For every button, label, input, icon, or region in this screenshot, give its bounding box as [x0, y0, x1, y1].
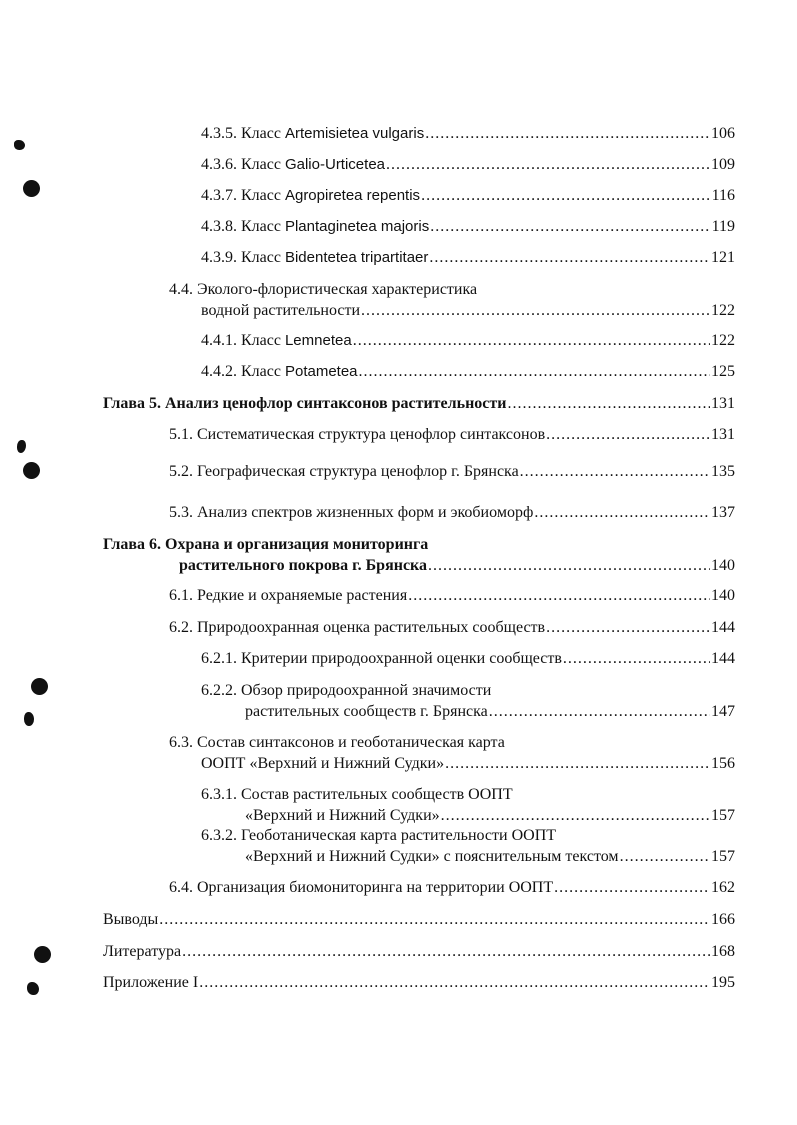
leader-dots	[546, 618, 710, 637]
leader-dots	[489, 702, 710, 721]
entry-number: 4.3.9.	[201, 249, 237, 266]
entry-title-line1: 6.3.1. Состав растительных сообществ ООПТ	[201, 786, 513, 803]
page-number: 195	[711, 974, 735, 991]
toc-entry-4-3-6[interactable]	[201, 155, 735, 174]
leader-dots	[563, 649, 710, 668]
leader-dots	[408, 586, 710, 605]
binder-hole	[23, 462, 40, 479]
toc-entry-6-3-2[interactable]	[201, 826, 735, 866]
page-number: 116	[711, 187, 735, 204]
page-number: 140	[711, 587, 735, 604]
leader-dots	[546, 425, 710, 444]
entry-word: Класс	[241, 187, 281, 204]
entry-title-line2: ООПТ «Верхний и Нижний Судки»	[201, 755, 445, 772]
page-number: 168	[711, 943, 735, 960]
leader-dots	[359, 362, 710, 381]
leader-dots	[445, 754, 710, 773]
toc-entry-6-1[interactable]	[169, 586, 735, 605]
entry-title: Приложение I	[103, 974, 199, 991]
leader-dots	[520, 462, 710, 481]
chapter-title: Глава 5. Анализ ценофлор синтаксонов растительности	[103, 395, 507, 412]
page-number: 122	[711, 302, 735, 319]
entry-title: Выводы	[103, 911, 159, 928]
leader-dots	[159, 910, 710, 929]
entry-title: 6.4. Организация биомониторинга на территории ООПТ	[169, 879, 554, 896]
toc-entry-4-3-8[interactable]	[201, 217, 735, 236]
entry-title-line1: 6.2.2. Обзор природоохранной значимости	[201, 682, 492, 699]
entry-word: Класс	[241, 218, 281, 235]
leader-dots	[620, 847, 710, 866]
leader-dots	[554, 878, 710, 897]
entry-number: 4.3.5.	[201, 125, 237, 142]
page-number: 157	[711, 848, 735, 865]
leader-dots	[353, 331, 710, 350]
toc-entry-6-2-1[interactable]	[201, 649, 735, 668]
binder-hole	[34, 946, 51, 963]
entry-title: 5.2. Географическая структура ценофлор г. Брянска	[169, 463, 519, 480]
entry-title: Литература	[103, 943, 182, 960]
entry-number: 4.4.2.	[201, 363, 237, 380]
toc-entry-4-4[interactable]	[169, 280, 735, 320]
leader-dots	[534, 503, 710, 522]
page-number: 166	[711, 911, 735, 928]
toc-entry-5-3[interactable]	[169, 503, 735, 522]
entry-title: 6.2.1. Критерии природоохранной оценки сообществ	[201, 650, 562, 667]
entry-title: 6.2. Природоохранная оценка растительных сообществ	[169, 619, 546, 636]
leader-dots	[361, 301, 710, 320]
leader-dots	[441, 806, 710, 825]
toc-entry-4-3-9[interactable]	[201, 248, 735, 267]
toc-chapter-6[interactable]	[103, 535, 735, 575]
page-number: 106	[711, 125, 735, 142]
entry-number: 4.3.7.	[201, 187, 237, 204]
entry-title: 6.1. Редкие и охраняемые растения	[169, 587, 408, 604]
page-number: 121	[711, 249, 735, 266]
entry-title-line2: «Верхний и Нижний Судки» с пояснительным текстом	[245, 848, 619, 865]
entry-word: Класс	[241, 363, 281, 380]
leader-dots	[430, 217, 710, 236]
entry-title: 5.1. Систематическая структура ценофлор синтаксонов	[169, 426, 546, 443]
entry-title: 5.3. Анализ спектров жизненных форм и экобиоморф	[169, 504, 534, 521]
entry-title: Galio-Urticetea	[284, 156, 386, 173]
page-number: 144	[711, 650, 735, 667]
entry-title: Potametea	[284, 363, 358, 380]
ink-blot	[24, 712, 34, 726]
entry-title-line1: 4.4. Эколого-флористическая характеристика	[169, 281, 478, 298]
page-number: 137	[711, 504, 735, 521]
entry-word: Класс	[241, 156, 281, 173]
ink-blot	[14, 140, 25, 150]
toc-chapter-5[interactable]	[103, 394, 735, 413]
entry-title-line1: 6.3. Состав синтаксонов и геоботаническая карта	[169, 734, 505, 751]
toc-entry-5-2[interactable]	[169, 462, 735, 481]
entry-title: Agropiretea repentis	[284, 187, 421, 204]
chapter-title-line2: растительного покрова г. Брянска	[179, 557, 428, 574]
entry-title: Artemisietea vulgaris	[284, 125, 425, 142]
ink-blot	[17, 440, 26, 453]
page-number: 119	[711, 218, 735, 235]
toc-literature[interactable]	[103, 942, 735, 961]
toc-conclusions[interactable]	[103, 910, 735, 929]
page-number: 135	[711, 463, 735, 480]
page-number: 122	[711, 332, 735, 349]
entry-title-line1: 6.3.2. Геоботаническая карта растительности ООПТ	[201, 827, 557, 844]
entry-title: Lemnetea	[284, 332, 352, 349]
toc-appendix[interactable]	[103, 973, 735, 992]
page-number: 131	[711, 395, 735, 412]
entry-number: 4.3.8.	[201, 218, 237, 235]
binder-hole	[31, 678, 48, 695]
page-number: 125	[711, 363, 735, 380]
entry-title: Bidentetea tripartitaer	[284, 249, 429, 266]
leader-dots	[507, 394, 710, 413]
page-number: 162	[711, 879, 735, 896]
leader-dots	[182, 942, 710, 961]
page-number: 144	[711, 619, 735, 636]
toc-entry-5-1[interactable]	[169, 425, 735, 444]
toc-entry-4-4-1[interactable]	[201, 331, 735, 350]
page-number: 157	[711, 807, 735, 824]
entry-word: Класс	[241, 125, 281, 142]
toc-entry-4-3-5[interactable]	[201, 124, 735, 143]
entry-title-line2: «Верхний и Нижний Судки»	[245, 807, 440, 824]
entry-number: 4.4.1.	[201, 332, 237, 349]
toc-entry-6-4[interactable]	[169, 878, 735, 897]
chapter-title-line1: Глава 6. Охрана и организация мониторинга	[103, 536, 429, 553]
leader-dots	[199, 973, 710, 992]
binder-hole	[23, 180, 40, 197]
toc-entry-6-2[interactable]	[169, 618, 735, 637]
entry-title-line2: растительных сообществ г. Брянска	[245, 703, 488, 720]
entry-word: Класс	[241, 249, 281, 266]
entry-title: Plantaginetea majoris	[284, 218, 430, 235]
toc-entry-6-2-2[interactable]	[201, 681, 735, 721]
ink-blot	[27, 982, 39, 995]
page-number: 147	[711, 703, 735, 720]
toc-entry-4-3-7[interactable]	[201, 186, 735, 205]
toc-entry-6-3-1[interactable]	[201, 785, 735, 825]
leader-dots	[429, 248, 710, 267]
entry-number: 4.3.6.	[201, 156, 237, 173]
page-number: 109	[711, 156, 735, 173]
page-number: 140	[711, 557, 735, 574]
toc-entry-6-3[interactable]	[169, 733, 735, 773]
leader-dots	[421, 186, 711, 205]
toc-entry-4-4-2[interactable]	[201, 362, 735, 381]
page-number: 131	[711, 426, 735, 443]
entry-word: Класс	[241, 332, 281, 349]
page-number: 156	[711, 755, 735, 772]
leader-dots	[386, 155, 710, 174]
leader-dots	[425, 124, 710, 143]
leader-dots	[428, 556, 710, 575]
entry-title-line2: водной растительности	[201, 302, 360, 319]
